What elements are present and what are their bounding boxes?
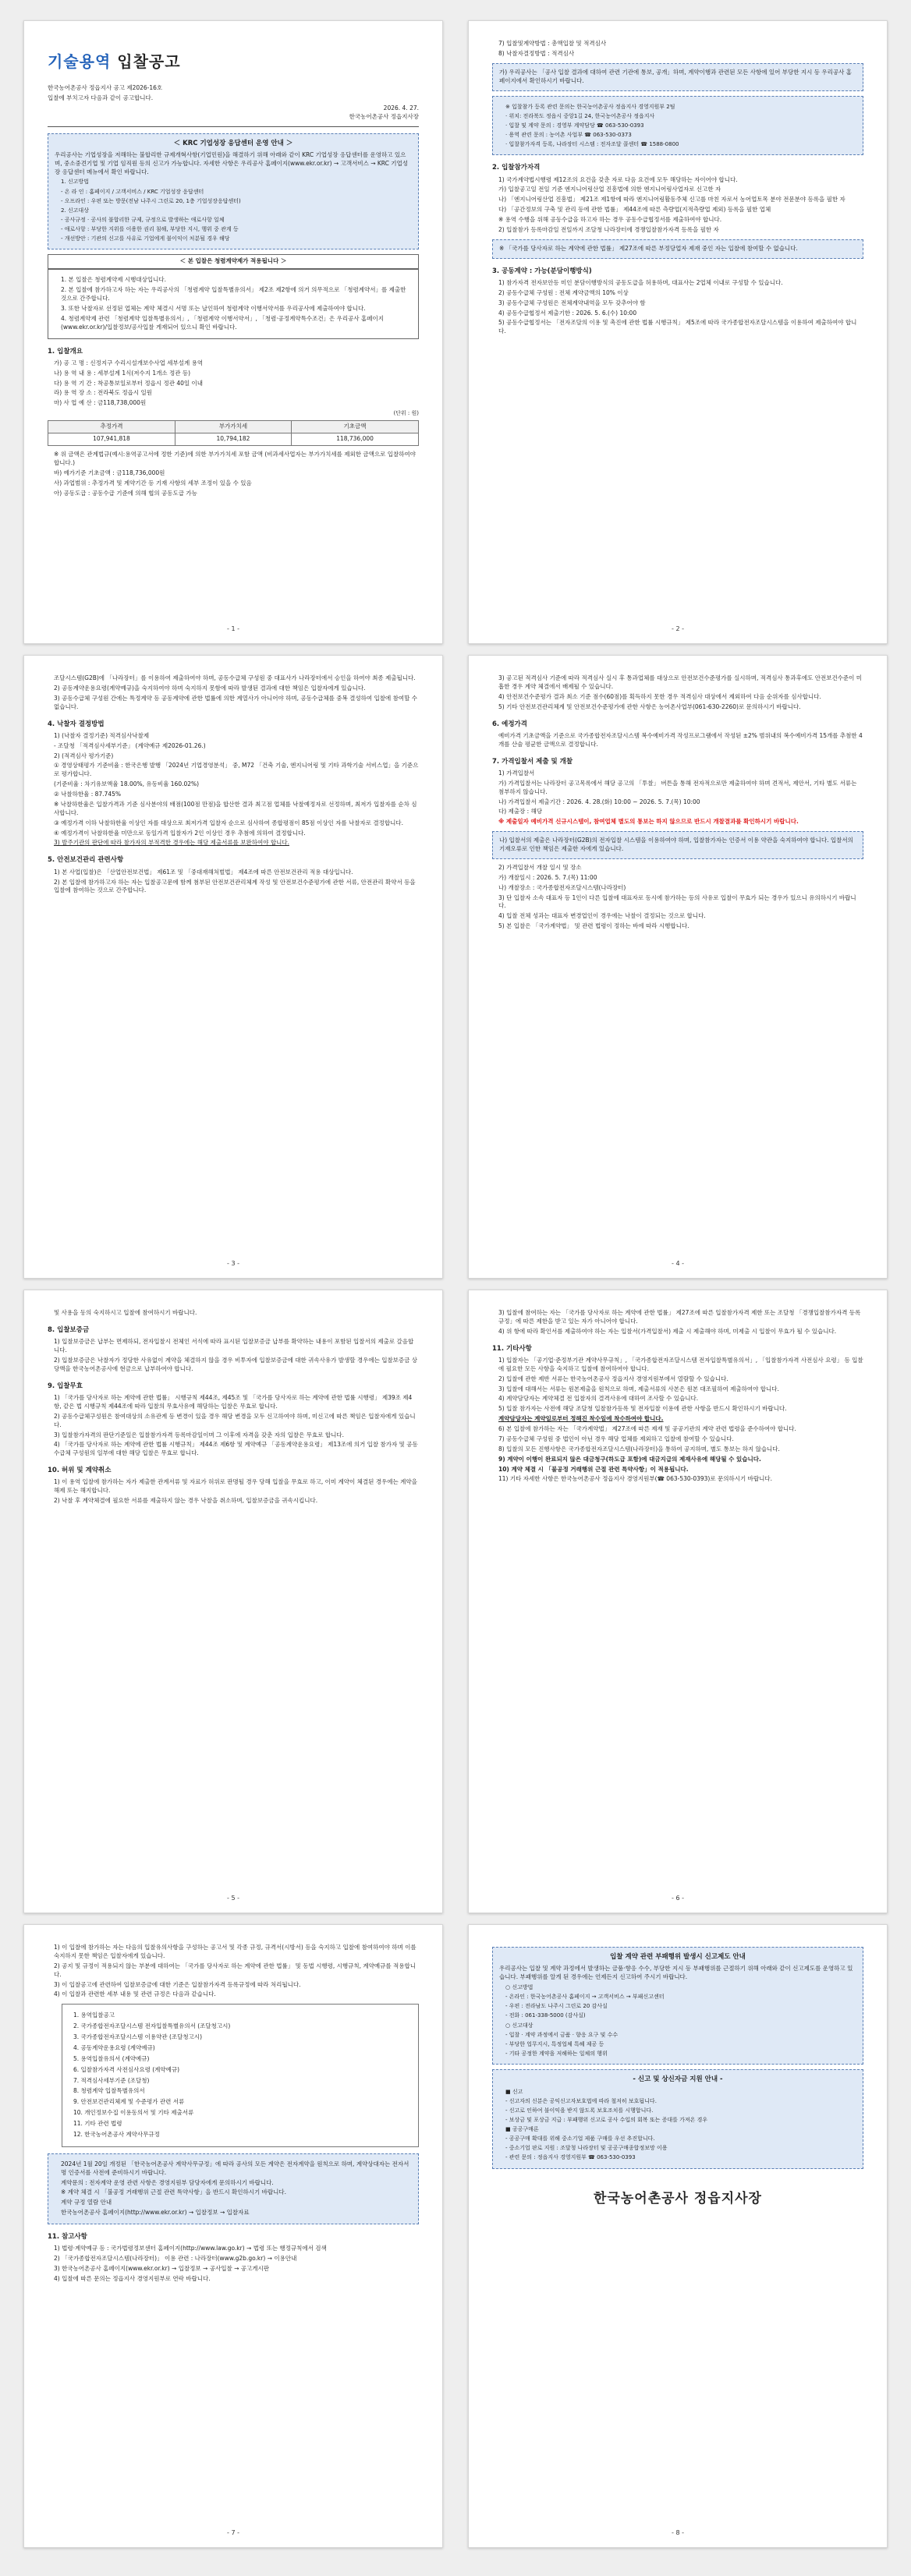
bid-item: 4) 입찰 전체 성과는 대표자 변경업인이 경우에는 낙찰이 결정되는 것으로 합니다. [498, 912, 706, 920]
contact-line: · 용역 관련 문의 : 농어촌 사업부 ☎ 063-530-0373 [505, 131, 632, 138]
paragraph-item: 2) 공동계약운용요령(계약예규)을 숙지하여야 하며 숙지하지 못함에 따라 발생된 결과에 대한 책임은 입찰자에게 있습니다. [54, 684, 366, 692]
deposit-item: 2) 입찰보증금은 낙찰자가 정당한 사유없이 계약을 체결하지 않을 경우 비투자에 입찰보증금에 대한 귀속사유가 발생할 경우에는 입찰보증금 상당액을 한국농어촌공사에 현금으로 납부하여야 합니다. [54, 1356, 418, 1372]
misc-item: 11) 기타 자세한 사항은 한국농어촌공사 정읍지사 경영지원부(☎ 063-530-0393)로 문의하시기 바랍니다. [498, 1475, 772, 1483]
page-title: 기술용역 입찰공고 [48, 52, 181, 71]
document-page-4: 3) 공고된 적격심사 기준에 따라 적격심사 실시 후 통과업체를 대상으로 안전보건수준평가를 실시하며, 적격심사 통과후에도 안전보건수준이 미흡한 경우 계약 체결에서 배제될 수 있습니다. 4) 안전보건수준평가 결과 최소 기준 점수(60점)를 획득하지 못한 경우 적격심사 대상에서 제외하여 다음 순위자를 심사합니다. 5) 기타 안전보건관리체계 및 안전보건수준평가에 관한 사항은 농어촌사업부(061-630-2260)로 문의하시기 바랍니다. 6. 예정가격 예비가격 기초금액을 기준으로 국가종합전자조달시스템 복수예비가격 작성프로그램에서 작성된 ±2% 범위내의 복수예비가격 15개를 추첨한 4개를 산술 평균한 금액으로 결정합니다. 7. 가격입찰서 제출 및 개찰 1) 가격입찰서 가) 가격입찰서는 나라장터 공고목록에서 해당 공고의 「투찰」 버튼을 통해 전자적으로만 제출하여야 하며 견적서, 제안서, 기타 별도 서류는 첨부하지 않습니다. 나) 가격입찰서 제출기간 : 2026. 4. 28.(화) 10:00 ~ 2026. 5. 7.(목) 10:00 다) 제출장 : 해당 ※ 제출일자 예비가격 신규시스템이, 참여업체 별도의 통보는 하지 않으므로 반드시 개찰결과를 확인하시기 바랍니다. 나) 입찰서의 제출은 나라장터(G2B)의 전자입찰 시스템을 이용하여야 하며, 입찰참가자는 인증서 이용 약관을 숙지하여야 합니다. 입찰서의 기재오류로 인한 책임은 제출한 자에게 있습니다. 2) 가격입찰서 개찰 일시 및 장소 가) 개찰일시 : 2026. 5. 7.(목) 11:00 나) 개찰장소 : 국가종합전자조달시스템(나라장터) 3) 단 입찰자 소속 대표자 등 1인이 다른 입찰에 대표자로 동시에 참가하는 등의 사유로 입찰이 무효가 되는 경우가 있으니 유의하시기 바랍니다. 4) 입찰 전체 성과는 대표자 변경업인이 경우에는 낙찰이 결정되는 것으로 합니다. 5) 본 입찰은 「국가계약법」 및 관련 법령이 정하는 바에 따라 시행합니다. - 4 - [468, 655, 888, 1279]
void-item: 3) 입찰참가자격의 판단기준일은 입찰참가자격 등록마감일이며 그 이후에 자격을 갖춘 자의 입찰은 무효로 합니다. [54, 1431, 344, 1438]
page-number: - 5 - [227, 1895, 239, 1902]
paragraph-item: 1) 이 입찰에 참가하는 자는 다음의 입찰유의사항을 구성하는 공고서 및 각종 규정, 규격서(시방서) 등을 숙지하고 입찰에 참여하여야 하며 이를 숙지하지 못한 책임은 입찰자에게 있습니다. [54, 1944, 417, 1959]
table-header: 기초금액 [292, 421, 419, 433]
page-number: - 7 - [227, 2529, 239, 2537]
info-box: 나) 입찰서의 제출은 나라장터(G2B)의 전자입찰 시스템을 이용하여야 하며, 입찰참가자는 인증서 이용 약관을 숙지하여야 합니다. 입찰서의 기재오류로 인한 책임은 제출한 자에게 있습니다. [492, 831, 863, 859]
fair-contract-item: 1. 본 입찰은 청렴계약제 시행대상입니다. [61, 276, 166, 284]
bid-item: 2) 가격입찰서 개찰 일시 및 장소 [498, 863, 582, 871]
award-item: - 조달청 「적격심사세부기준」 (계약예규 제2026-01.26.) [54, 741, 206, 749]
paragraph-item: 3) 입찰에 참여하는 자는 「국가를 당사자로 하는 계약에 관한 법률」 제27조에 따른 입찰참가자격 제한 또는 조달청 「경쟁입찰참가자격 등록규정」에 따른 제한을 받고 있는 자가 아니어야 합니다. [498, 1309, 861, 1325]
document-list-item: 12. 한국농어촌공사 계약사무규정 [73, 2130, 160, 2138]
table-cell: 118,736,000 [292, 433, 419, 446]
bid-item: 나) 개찰장소 : 국가종합전자조달시스템(나라장터) [498, 883, 626, 891]
notice-date: 2026. 4. 27. [383, 104, 419, 111]
document-list-item: 1. 용역입찰공고 [73, 2012, 115, 2019]
qualification-item: 가) 입찰공고일 전일 기준 엔지니어링산업 진흥법에 의한 엔지니어링사업자로 신고한 자 [498, 186, 721, 193]
krc-item: 2. 신고대상 [61, 207, 89, 214]
paragraph-item: 3) 이 입찰공고에 관련하여 입찰보증금에 대한 기준은 입찰참가자격 등록규정에 따라 처리됩니다. [54, 1980, 301, 1988]
bid-item: 1) 가격입찰서 [498, 769, 535, 777]
info-box: 가) 우리공사는 「공사 입찰 결과에 대하여 관련 기관에 통보, 공개」하며, 계약이행과 관련된 모든 사항에 있어 부당한 지시 등 우리공사 홈페이지에서 확인하시기 바랍니다. [492, 63, 863, 91]
qualification-item: 2) 입찰참가 등록마감일 전일까지 조달청 나라장터에 경쟁입찰참가자격 등록을 필한 자 [498, 225, 719, 233]
contact-line: · 위치: 전라북도 정읍시 중앙1길 24, 한국농어촌공사 정읍지사 [505, 112, 655, 119]
fair-contract-item: 3. 또한 낙찰자로 선정된 업체는 계약 체결시 서명 또는 날인하여 청렴계약 이행서약서를 우리공사에 제출하여야 합니다. [61, 304, 366, 312]
document-list-item: 4. 공동계약운용요령 (계약예규) [73, 2043, 155, 2051]
page-number: - 2 - [672, 625, 684, 633]
award-item: 1) (낙찰자 결정기준) 적격심사낙찰제 [54, 731, 150, 739]
award-item: ③ 예정가격 이하 낙찰하한율 이상인 자를 대상으로 최저가격 입찰자 순으로 심사하여 종합평점이 85점 이상인 자를 낙찰자로 결정합니다. [54, 819, 404, 826]
contact-line: · 입찰 및 계약 문의 : 경영부 계약담당 ☎ 063-530-0393 [505, 122, 644, 129]
document-page-7: 1) 이 입찰에 참가하는 자는 다음의 입찰유의사항을 구성하는 공고서 및 각종 규정, 규격서(시방서) 등을 숙지하고 입찰에 참여하여야 하며 이를 숙지하지 못한 책임은 입찰자에게 있습니다. 2) 공지 및 규정이 적용되지 않는 부분에 대하여는 「국가를 당사자로 하는 계약에 관한 법률」 및 동법 시행령, 시행규칙, 계약예규를 적용합니다. 3) 이 입찰공고에 관련하여 입찰보증금에 대한 기준은 입찰참가자격 등록규정에 따라 처리됩니다. 4) 이 입찰과 관련한 세부 내용 및 관련 규정은 다음과 같습니다. 1. 용역입찰공고 2. 국가종합전자조달시스템 전자입찰특별유의서 (조달청고시) 3. 국가종합전자조달시스템 이용약관 (조달청고시) 4. 공동계약운용요령 (계약예규) 5. 용역입찰유의서 (계약예규) 6. 입찰참가자격 사전심사요령 (계약예규) 7. 적격심사세부기준 (조달청) 8. 청렴계약 입찰특별유의서 9. 안전보건관리체계 및 수준평가 관련 서류 10. 개인정보수집 이용동의서 및 기타 제출서류 11. 기타 관련 법령 12. 한국농어촌공사 계약사무규정 2024년 1월 20일 개정된 「한국농어촌공사 계약사무규정」에 따라 공사의 모든 계약은 전자계약을 원칙으로 하며, 계약상대자는 전자서명 인증서를 사전에 준비하시기 바랍니다. 계약문의 : 전자계약 운영 관련 사항은 경영지원부 담당자에게 문의하시기 바랍니다. ※ 계약 체결 시 「불공정 거래행위 근절 관련 특약사항」을 반드시 확인하시기 바랍니다. 계약 규정 열람 안내 한국농어촌공사 홈페이지(http://www.ekr.or.kr) → 입찰정보 → 입찰자료 11. 참고사항 1) 법령·계약예규 등 : 국가법령정보센터 홈페이지(http://www.law.go.kr) → 법령 또는 행정규칙에서 검색 2) 「국가종합전자조달시스템(나라장터)」 이용 관련 : 나라장터(www.g2b.go.kr) → 이용안내 3) 한국농어촌공사 홈페이지(www.ekr.or.kr) → 입찰정보 → 공사입찰 → 공고게시판 4) 입찰에 따른 문의는 정읍지사 경영지원부로 연락 바랍니다. - 7 - [23, 1924, 443, 2548]
krc-item: 1. 신고방법 [61, 179, 89, 186]
void-item: 2) 공동수급체구성원은 참여대상의 소유관계 등 변경이 있을 경우 해당 변경을 모두 신고하여야 하며, 미신고에 따른 책임은 입찰자에게 있습니다. [54, 1412, 416, 1428]
fair-contract-item: 2. 본 입찰에 참가하고자 하는 자는 우리공사의 「청렴계약 입찰특별유의서」 제2조 제2항에 의거 의무적으로 「청렴계약서」를 제출한 것으로 간주합니다. [61, 286, 406, 303]
overview-item: 다) 용 역 기 간 : 착공통보일로부터 정읍시 정관 40일 이내 [54, 379, 203, 387]
info-box [48, 2153, 419, 2224]
bid-item: 가) 가격입찰서는 나라장터 공고목록에서 해당 공고의 「투찰」 버튼을 통해 전자적으로만 제출하여야 하며 견적서, 제안서, 기타 별도 서류는 첨부하지 않습니다. [498, 779, 857, 795]
void-item: 4) 「국가를 당사자로 하는 계약에 관한 법률 시행규칙」 제44조 제6항 및 계약예규 「공동계약운용요령」 제13조에 의거 입찰 참가자 및 공동수급체 구성원의 일부에 대한 해당 입찰은 무효로 합니다. [54, 1441, 418, 1457]
support-item: - 중소기업 판로 지원 : 조달청 나라장터 및 공공구매종합정보망 이용 [505, 2145, 668, 2152]
support-item: - 신고자의 신분은 공익신고자보호법에 따라 철저히 보호됩니다. [505, 2097, 657, 2104]
info-line: 한국농어촌공사 홈페이지(http://www.ekr.or.kr) → 입찰정보 → 입찰자료 [61, 2209, 250, 2217]
section-heading: 1. 입찰개요 [48, 347, 83, 356]
paragraph-item: 4) 이 입찰과 관련한 세부 내용 및 관련 규정은 다음과 같습니다. [54, 1990, 216, 1998]
note-item: 바) 예가기준 기초금액 : 금118,736,000원 [54, 469, 165, 476]
qualification-item: 나) 「엔지니어링산업 진흥법」 제21조 제1항에 따라 엔지니어링활동주체 신고를 마친 자로서 농어업토목 분야 전문분야 등록을 필한 자 [498, 196, 845, 203]
document-list-item: 6. 입찰참가자격 사전심사요령 (계약예규) [73, 2065, 180, 2073]
misc-item: 3) 입찰에 대해서는 서류는 원본제출을 원칙으로 하며, 제출서류의 사본은 원본 대조필하여 제출하여야 합니다. [498, 1385, 779, 1392]
organization-signature: 한국농어촌공사 정읍지사장 [594, 2190, 762, 2206]
overview-item: 라) 용 역 장 소 : 전라북도 정읍시 일원 [54, 389, 152, 397]
paragraph-item: 2) 공지 및 규정이 적용되지 않는 부분에 대하여는 「국가를 당사자로 하는 계약에 관한 법률」 및 동법 시행령, 시행규칙, 계약예규를 적용합니다. [54, 1962, 416, 1978]
overview-item: 나) 용 역 내 용 : 세부설계 1식(저수지 1개소 정관 등) [54, 369, 191, 377]
qualification-item: 다) 「공간정보의 구축 및 관리 등에 관한 법률」 제44조에 따른 측량업(지적측량업 제외) 등록을 필한 업체 [498, 206, 771, 214]
award-item: ① 경영상태평가 기준비율 : 한국은행 발행 「2024년 기업경영분석」 중, M72 「건축 기술, 엔지니어링 및 기타 과학기술 서비스업」을 기준으로 평가합니다. [54, 762, 419, 778]
joint-contract-item: 2) 공동수급체 구성원 : 전체 계약금액의 10% 이상 [498, 288, 629, 296]
misc-item: 4) 계약담당자는 계약체결 전 입찰자의 결격사유에 대하여 조사할 수 있습니다. [498, 1395, 699, 1403]
bid-item: 5) 본 입찰은 「국가계약법」 및 관련 법령이 정하는 바에 따라 시행합니다. [498, 922, 689, 930]
safety-item: 2) 본 입찰에 참가하고자 하는 자는 입찰공고문에 함께 첨부된 안전보건관리체계 작성 및 안전보건수준평가에 관한 서류, 안전관리 확약서 등을 입찰에 참여하는 것으로 간주합니다. [54, 878, 416, 894]
info-line: 2024년 1월 20일 개정된 「한국농어촌공사 계약사무규정」에 따라 공사의 모든 계약은 전자계약을 원칙으로 하며, 계약상대자는 전자서명 인증서를 사전에 준비하시기 바랍니다. [61, 2160, 409, 2176]
reference-item: 1) 법령·계약예규 등 : 국가법령정보센터 홈페이지(http://www.law.go.kr) → 법령 또는 행정규칙에서 검색 [54, 2245, 327, 2252]
table-cell: 10,794,182 [175, 433, 291, 446]
award-item: (기준비율 : 차기유보액율 18.00%, 유동비율 160.02%) [54, 780, 200, 788]
award-item: ④ 예정가격이 낙찰하한율 미만으로 동일가격 입찰자가 2인 이상인 경우 추첨에 의하여 결정합니다. [54, 829, 306, 837]
page-number: - 1 - [227, 625, 239, 633]
notice-item: - 기타 공정한 계약을 저해하는 일체의 행위 [505, 2051, 608, 2058]
krc-center-box: ＜ KRC 기업성장 응답센터 운영 안내 ＞ 우리공사는 기업성장을 저해하는 불합리한 규제개혁사항(기업민원)을 해결하기 위해 아래와 같이 KRC 기업성장 응답센터를 운영하고 있으며, 중소중견기업 및 기업 임직원 등의 신고가 가능합니다. 자세한 사항은 우리공사 홈페이지(www.ekr.or.kr) → 고객서비스 → KRC 기업성장 응답센터 메뉴에서 확인 바랍니다. 1. 신고방법 - 온 라 인 : 홈페이지 / 고객서비스 / KRC 기업성장 응답센터 - 오프라인 : 우편 또는 방문(전남 나주시 그린로 20, 1층 기업성장응답센터) 2. 신고대상 - 공사규정 · 공사의 불합리한 규제, 규정으로 발생하는 애로사항 일체 - 애로사항 : 부당한 지위를 이용한 권리 침해, 부당한 지시, 행위 중 관계 등 - 개선방안 : 기관의 신고를 사유로 기업에게 불이익이 처분될 경우 해당 [48, 133, 419, 250]
joint-contract-item: 3) 공동수급체 구성원은 전체계약내역을 모두 갖추어야 함 [498, 299, 646, 306]
krc-item: - 온 라 인 : 홈페이지 / 고객서비스 / KRC 기업성장 응답센터 [61, 188, 204, 195]
document-list-item: 3. 국가종합전자조달시스템 이용약관 (조달청고시) [73, 2033, 203, 2040]
support-box: - 신고 및 상신자금 지원 안내 - ■ 신고 - 신고자의 신분은 공익신고자보호법에 따라 철저히 보호됩니다. - 신고로 인하여 불이익을 받지 않도록 보호조치를 시행합니다. - 보상금 및 포상금 지급 : 부패행위 신고로 공사 수입의 회복 또는 증대를 가져온 경우 ■ 공공구매론 - 공공구매 확대를 위해 중소기업 제품 구매를 우선 추진합니다. - 중소기업 판로 지원 : 조달청 나라장터 및 공공구매종합정보망 이용 - 관련 문의 : 정읍지사 경영지원부 ☎ 063-530-0393 [492, 2069, 863, 2168]
bid-item: 나) 가격입찰서 제출기간 : 2026. 4. 28.(화) 10:00 ~ 2026. 5. 7.(목) 10:00 [498, 798, 700, 805]
notice-item: ○ 신고대상 [505, 2022, 533, 2029]
notice-number: 한국농어촌공사 정읍지사 공고 제2026-16호 [48, 84, 163, 91]
joint-contract-item: 5) 공동수급협정서는 「전자조달의 이용 및 촉진에 관한 법률 시행규칙」 제5조에 따라 국가종합전자조달시스템을 이용하여 제출하여야 합니다. [498, 319, 857, 335]
notice-item: - 전화 : 061-338-5000 (감사실) [505, 2012, 586, 2019]
notice-item: - 입찰 · 계약 과정에서 금품 · 향응 요구 및 수수 [505, 2031, 619, 2038]
cancel-item: 1) 이 용역 입찰에 참가하는 자가 제출한 관계서류 및 자료가 허위로 판명될 경우 당해 입찰을 무효로 하고, 이미 계약이 체결된 경우에는 계약을 해제 또는 해지합니다. [54, 1478, 417, 1495]
misc-item: 7) 공동수급체 구성원 중 법인이 아닌 경우 해당 업체를 제외하고 입찰에 참여할 수 있습니다. [498, 1435, 734, 1442]
krc-item: - 개선방안 : 기관의 신고를 사유로 기업에게 불이익이 처분될 경우 해당 [61, 235, 230, 242]
krc-item: - 오프라인 : 우편 또는 방문(전남 나주시 그린로 20, 1층 기업성장응답센터) [61, 197, 241, 204]
paragraph-item: 4) 안전보건수준평가 결과 최소 기준 점수(60점)를 획득하지 못한 경우 적격심사 대상에서 제외하여 다음 순위자를 심사합니다. [498, 692, 821, 700]
document-list-item: 7. 적격심사세부기준 (조달청) [73, 2076, 150, 2084]
corruption-report-box: 입찰 계약 관련 부패행위 발생시 신고제도 안내 우리공사는 입찰 및 계약 과정에서 발생하는 금품·향응 수수, 부당한 지시 등 부패행위를 근절하기 위해 아래와 같이 신고제도를 운영하고 있습니다. 부패행위를 알게 된 경우에는 언제든지 신고하여 주시기 바랍니다. ○ 신고방법 - 온라인 : 한국농어촌공사 홈페이지 → 고객서비스 → 부패신고센터 - 우편 : 전라남도 나주시 그린로 20 감사실 - 전화 : 061-338-5000 (감사실) ○ 신고대상 - 입찰 · 계약 과정에서 금품 · 향응 요구 및 수수 - 부당한 업무지시, 특정업체 특혜 제공 등 - 기타 공정한 계약을 저해하는 일체의 행위 [492, 1947, 863, 2065]
support-item: - 보상금 및 포상금 지급 : 부패행위 신고로 공사 수입의 회복 또는 증대를 가져온 경우 [505, 2116, 708, 2123]
bid-item: 가) 개찰일시 : 2026. 5. 7.(목) 11:00 [498, 873, 597, 881]
bid-item: 3) 단 입찰자 소속 대표자 등 1인이 다른 입찰에 대표자로 동시에 참가하는 등의 사유로 입찰이 무효가 되는 경우가 있으니 유의하시기 바랍니다. [498, 893, 856, 910]
paragraph-item: 5) 기타 안전보건관리체계 및 안전보건수준평가에 관한 사항은 농어촌사업부(061-630-2260)로 문의하시기 바랍니다. [498, 702, 801, 710]
paragraph-item: 8) 낙찰자결정방법 : 적격심사 [498, 49, 575, 57]
contact-line: · 입찰참가자격 등록, 나라장터 시스템 : 전자조달 콜센터 ☎ 1588-0800 [505, 141, 679, 148]
misc-item: 5) 입찰 참가자는 사전에 해당 조달청 입찰참가등록 및 전자입찰 이용에 관한 사항을 반드시 확인하시기 바랍니다. [498, 1405, 787, 1413]
document-page-8 [468, 1924, 888, 2548]
document-list-item: 11. 기타 관련 법령 [73, 2120, 122, 2127]
paragraph-item: 4) 위 항에 따라 확인서를 제출하여야 하는 자는 입찰서(가격입찰서) 제출 시 제출해야 하며, 미제출 시 입찰이 무효가 될 수 있습니다. [498, 1327, 837, 1335]
overview-item: 마) 사 업 예 산 : 금118,738,000원 [54, 399, 147, 407]
safety-item: 1) 본 사업(입찰)은 「산업안전보건법」 제61조 및 「중대재해처벌법」 제4조에 따른 안전보건관리 적용 대상입니다. [54, 868, 353, 876]
document-list-item: 8. 청렴계약 입찰특별유의서 [73, 2087, 145, 2095]
support-item: - 공공구매 확대를 위해 중소기업 제품 구매를 우선 추진합니다. [505, 2135, 655, 2143]
document-page-3: 조달시스템(G2B)에 「나라장터」를 이용하여 제출하여야 하며, 공동수급체 구성원 중 대표사가 나라장터에서 승인을 하여야 최종 제출됩니다. 2) 공동계약운용요령(계약예규)을 숙지하여야 하며 숙지하지 못함에 따라 발생된 결과에 대한 책임은 입찰자에게 있습니다. 3) 공동수급체 구성원 간에는 특정계약 등 공동계약에 관한 법률에 의한 계열사가 아니어야 하며, 공동수급체를 중복 결성하여 입찰에 참여할 수 없습니다. 4. 낙찰자 결정방법 1) (낙찰자 결정기준) 적격심사낙찰제 - 조달청 「적격심사세부기준」 (계약예규 제2026-01.26.) 2) (적격심사 평가기준) ① 경영상태평가 기준비율 : 한국은행 발행 「2024년 기업경영분석」 중, M72 「건축 기술, 엔지니어링 및 기타 과학기술 서비스업」을 기준으로 평가합니다. (기준비율 : 차기유보액율 18.00%, 유동비율 160.02%) ② 낙찰하한율 : 87.745% ※ 낙찰하한율은 입찰가격과 기준 심사분야의 배점(100점 만점)을 합산한 결과 최고점 업체를 낙찰예정자로 선정하며, 최저가 입찰자를 순차 심사합니다. ③ 예정가격 이하 낙찰하한율 이상인 자를 대상으로 최저가격 입찰자 순으로 심사하여 종합평점이 85점 이상인 자를 낙찰자로 결정합니다. ④ 예정가격이 낙찰하한율 미만으로 동일가격 입찰자가 2인 이상인 경우 추첨에 의하여 결정합니다. 3) 발주기관의 판단에 따라 참가자의 부적격한 경우에는 해당 제출서류를 보완하여야 합니다. 5. 안전보건관리 관련사항 1) 본 사업(입찰)은 「산업안전보건법」 제61조 및 「중대재해처벌법」 제4조에 따른 안전보건관리 적용 대상입니다. 2) 본 입찰에 참가하고자 하는 자는 입찰공고문에 함께 첨부된 안전보건관리체계 작성 및 안전보건수준평가에 관한 서류, 안전관리 확약서 등을 입찰에 참여하는 것으로 간주합니다. - 3 - [23, 655, 443, 1279]
reference-item: 3) 한국농어촌공사 홈페이지(www.ekr.or.kr) → 입찰정보 → 공사입찰 → 공고게시판 [54, 2265, 269, 2273]
paragraph-item: 3) 공고된 적격심사 기준에 따라 적격심사 실시 후 통과업체를 대상으로 안전보건수준평가를 실시하며, 적격심사 통과후에도 안전보건수준이 미흡한 경우 계약 체결에서 배제될 수 있습니다. [498, 674, 863, 690]
reference-item: 2) 「국가종합전자조달시스템(나라장터)」 이용 관련 : 나라장터(www.g2b.go.kr) → 이용안내 [54, 2255, 297, 2263]
support-item: - 신고로 인하여 불이익을 받지 않도록 보호조치를 시행합니다. [505, 2107, 654, 2114]
reference-item: 4) 입찰에 따른 문의는 정읍지사 경영지원부로 연락 바랍니다. [54, 2274, 211, 2282]
krc-item: - 애로사항 : 부당한 지위를 이용한 권리 침해, 부당한 지시, 행위 중 관계 등 [61, 226, 239, 233]
divider [48, 126, 419, 127]
support-item: ■ 신고 [505, 2088, 523, 2095]
intro-text: 입찰에 부치고자 다음과 같이 공고합니다. [48, 94, 154, 101]
deposit-item: 1) 입찰보증금은 납부는 면제하되, 전자입찰시 전체인 서식에 따라 표시된 입찰보증금 납부를 확약하는 내용이 포함된 입찰서의 제출로 갈음합니다. [54, 1338, 414, 1354]
joint-contract-item: 4) 공동수급협정서 제출기한 : 2026. 5. 6.(수) 10:00 [498, 309, 637, 317]
qualification-item: 1) 국가계약법시행령 제12조의 요건을 갖춘 자로 다음 요건에 모두 해당하는 자이어야 합니다. [498, 175, 738, 183]
contact-line: ※ 입찰참가 등록 관련 문의는 한국농어촌공사 정읍지사 경영지원부 2팀 [505, 103, 675, 110]
notice-item: - 온라인 : 한국농어촌공사 홈페이지 → 고객서비스 → 부패신고센터 [505, 1994, 665, 2001]
document-page-5: 및 사용을 동의 숙지하시고 입찰에 참여하시기 바랍니다. 8. 입찰보증금 1) 입찰보증금은 납부는 면제하되, 전자입찰시 전체인 서식에 따라 표시된 입찰보증금 납부를 확약하는 내용이 포함된 입찰서의 제출로 갈음합니다. 2) 입찰보증금은 낙찰자가 정당한 사유없이 계약을 체결하지 않을 경우 비투자에 입찰보증금에 대한 귀속사유가 발생할 경우에는 입찰보증금 상당액을 한국농어촌공사에 현금으로 납부하여야 합니다. 9. 입찰무효 1) 「국가를 당사자로 하는 계약에 관한 법률」 시행규칙 제44조, 제45조 및 「국가를 당사자로 하는 계약에 관한 법률 시행령」 제39조 제4항, 같은 법 시행규칙 제44조에 따라 입찰의 무효사유에 해당하는 입찰은 무효로 합니다. 2) 공동수급체구성원은 참여대상의 소유관계 등 변경이 있을 경우 해당 변경을 모두 신고하여야 하며, 미신고에 따른 책임은 입찰자에게 있습니다. 3) 입찰참가자격의 판단기준일은 입찰참가자격 등록마감일이며 그 이후에 자격을 갖춘 자의 입찰은 무효로 합니다. 4) 「국가를 당사자로 하는 계약에 관한 법률 시행규칙」 제44조 제6항 및 계약예규 「공동계약운용요령」 제13조에 의거 입찰 참가자 및 공동수급체 구성원의 일부에 대한 해당 입찰은 무효로 합니다. 10. 허위 및 계약취소 1) 이 용역 입찰에 참가하는 자가 제출한 관계서류 및 자료가 허위로 판명될 경우 당해 입찰을 무효로 하고, 이미 계약이 체결된 경우에는 계약을 해제 또는 해지합니다. 2) 낙찰 후 계약체결에 필요한 서류를 제출하지 않는 경우 낙찰을 취소하며, 입찰보증금을 귀속시킵니다. - 5 - [23, 1290, 443, 1913]
info-line: 계약문의 : 전자계약 운영 관련 사항은 경영지원부 담당자에게 문의하시기 바랍니다. [61, 2178, 274, 2186]
info-line: 계약 규정 열람 안내 [61, 2199, 112, 2206]
note-item: 사) 과업범위 : 추정가격 및 계약기간 등 기재 사항의 세부 조정이 있을 수 있음 [54, 479, 252, 487]
misc-item: 10) 계약 체결 시 「불공정 거래행위 근절 관련 특약사항」이 적용됩니다. [498, 1465, 689, 1473]
cancel-item: 2) 낙찰 후 계약체결에 필요한 서류를 제출하지 않는 경우 낙찰을 취소하며, 입찰보증금을 귀속시킵니다. [54, 1497, 318, 1505]
krc-item: - 공사규정 · 공사의 불합리한 규제, 규정으로 발생하는 애로사항 일체 [61, 217, 225, 223]
info-line: ※ 계약 체결 시 「불공정 거래행위 근절 관련 특약사항」을 반드시 확인하시기 바랍니다. [61, 2189, 286, 2196]
page-number: - 8 - [672, 2529, 684, 2537]
note-item: 아) 공동도급 : 공동수급 기준에 의해 협의 공동도급 가능 [54, 489, 197, 497]
fair-contract-box-title: ＜ 본 입찰은 청렴계약제가 적용됩니다 ＞ [48, 254, 419, 269]
notice-item: ○ 신고방법 [505, 1984, 533, 1991]
notice-item: - 우편 : 전라남도 나주시 그린로 20 감사실 [505, 2003, 608, 2010]
issuer: 한국농어촌공사 정읍지사장 [349, 112, 419, 120]
table-cell: 107,941,818 [48, 433, 175, 446]
misc-item: 6) 본 입찰에 참가하는 자는 「국가계약법」 제27조에 따른 제재 및 공공기관의 계약 관련 법령을 준수하여야 합니다. [498, 1425, 796, 1433]
fair-contract-item: 4. 청렴계약제 관련 「청렴계약 입찰특별유의서」, 「청렴계약 이행서약서」, 「청렴·공정계약특수조건」은 우리공사 홈페이지(www.ekr.or.kr)/입찰정보/공사입찰 게재되어 있으니 확인 바랍니다. [61, 314, 385, 331]
document-list-item: 5. 용역입찰유의서 (계약예규) [73, 2054, 150, 2062]
misc-item: 9) 계약이 이행이 완료되지 않은 대금청구(하도급 포함)에 대금지급의 제재사유에 해당될 수 있습니다. [498, 1455, 761, 1463]
paragraph-item: 3) 공동수급체 구성원 간에는 특정계약 등 공동계약에 관한 법률에 의한 계열사가 아니어야 하며, 공동수급체를 중복 결성하여 입찰에 참여할 수 없습니다. [54, 694, 417, 710]
paragraph-item: 조달시스템(G2B)에 「나라장터」를 이용하여 제출하여야 하며, 공동수급체 구성원 중 대표사가 나라장터에서 승인을 하여야 최종 제출됩니다. [54, 674, 416, 681]
document-page-1: 기술용역 입찰공고 한국농어촌공사 정읍지사 공고 제2026-16호 입찰에 부치고자 다음과 같이 공고합니다. 2026. 4. 27. 한국농어촌공사 정읍지사장 ＜ KRC 기업성장 응답센터 운영 안내 ＞ 우리공사는 기업성장을 저해하는 불합리한 규제개혁사항(기업민원)을 해결하기 위해 아래와 같이 KRC 기업성장 응답센터를 운영하고 있으며, 중소중견기업 및 기업 임직원 등의 신고가 가능합니다. 자세한 사항은 우리공사 홈페이지(www.ekr.or.kr) → 고객서비스 → KRC 기업성장 응답센터 메뉴에서 확인 바랍니다. 1. 신고방법 - 온 라 인 : 홈페이지 / 고객서비스 / KRC 기업성장 응답센터 - 오프라인 : 우편 또는 방문(전남 나주시 그린로 20, 1층 기업성장응답센터) 2. 신고대상 - 공사규정 · 공사의 불합리한 규제, 규정으로 발생하는 애로사항 일체 - 애로사항 : 부당한 지위를 이용한 권리 침해, 부당한 지시, 행위 중 관계 등 - 개선방안 : 기관의 신고를 사유로 기업에게 불이익이 처분될 경우 해당 ＜ 본 입찰은 청렴계약제가 적용됩니다 ＞ 1. 본 입찰은 청렴계약제 시행대상입니다. 2. 본 입찰에 참가하고자 하는 자는 우리공사의 「청렴계약 입찰특별유의서」 제2조 제2항에 의거 의무적으로 「청렴계약서」를 제출한 것으로 간주합니다. 3. 또한 낙찰자로 선정된 업체는 계약 체결시 서명 또는 날인하여 청렴계약 이행서약서를 우리공사에 제출하여야 합니다. 4. 청렴계약제 관련 「청렴계약 입찰특별유의서」, 「청렴계약 이행서약서」, 「청렴·공정계약특수조건」은 우리공사 홈페이지(www.ekr.or.kr)/입찰정보/공사입찰 게재되어 있으니 확인 바랍니다. 1. 입찰개요 가) 공 고 명 : 신정지구 수리시설개보수사업 세부설계 용역 나) 용 역 내 용 : 세부설계 1식(저수지 1개소 정관 등) 다) 용 역 기 간 : 착공통보일로부터 정읍시 정관 40일 이내 라) 용 역 장 소 : 전라북도 정읍시 일원 마) 사 업 예 산 : 금118,738,000원 (단위 : 원) 추정가격 부가가치세 기초금액 107,941,818 10,794,182 118,736,000 ※ 위 금액은 관계법규(예시:용역공고서에 정한 기준)에 의한 부가가치세 포함 금액 (비과세사업자는 부가가치세를 제외한 금액으로 입찰하여야 합니다.) 바) 예가기준 기초금액 : 금118,736,000원 사) 과업범위 : 추정가격 및 계약기간 등 기재 사항의 세부 조정이 있을 수 있음 아) 공동도급 : 공동수급 기준에 의해 협의 공동도급 가능 - 1 - [23, 20, 443, 644]
overview-item: 가) 공 고 명 : 신정지구 수리시설개보수사업 세부설계 용역 [54, 359, 204, 366]
document-list-item: 9. 안전보건관리체계 및 수준평가 관련 서류 [73, 2098, 185, 2106]
award-item: ※ 낙찰하한율은 입찰가격과 기준 심사분야의 배점(100점 만점)을 합산한 결과 최고점 업체를 낙찰예정자로 선정하며, 최저가 입찰자를 순차 심사합니다. [54, 800, 417, 816]
fair-contract-box [48, 269, 419, 338]
page-number: - 3 - [227, 1260, 239, 1268]
joint-contract-item: 1) 참가자격 전자보안등 미인 분담이행방식의 공동도급을 허용하며, 대표사는 2업체 이내로 구성할 수 있습니다. [498, 278, 783, 286]
document-page-2: 7) 입찰및계약방법 : 총액입찰 및 적격심사 8) 낙찰자결정방법 : 적격심사 가) 우리공사는 「공사 입찰 결과에 대하여 관련 기관에 통보, 공개」하며, 계약이행과 관련된 모든 사항에 있어 부당한 지시 등 우리공사 홈페이지에서 확인하시기 바랍니다. ※ 입찰참가 등록 관련 문의는 한국농어촌공사 정읍지사 경영지원부 2팀 · 위치: 전라북도 정읍시 중앙1길 24, 한국농어촌공사 정읍지사 · 입찰 및 계약 문의 : 경영부 계약담당 ☎ 063-530-0393 · 용역 관련 문의 : 농어촌 사업부 ☎ 063-530-0373 · 입찰참가자격 등록, 나라장터 시스템 : 전자조달 콜센터 ☎ 1588-0800 2. 입찰참가자격 1) 국가계약법시행령 제12조의 요건을 갖춘 자로 다음 요건에 모두 해당하는 자이어야 합니다. 가) 입찰공고일 전일 기준 엔지니어링산업 진흥법에 의한 엔지니어링사업자로 신고한 자 나) 「엔지니어링산업 진흥법」 제21조 제1항에 따라 엔지니어링활동주체 신고를 마친 자로서 농어업토목 분야 전문분야 등록을 필한 자 다) 「공간정보의 구축 및 관리 등에 관한 법률」 제44조에 따른 측량업(지적측량업 제외) 등록을 필한 업체 ※ 용역 수행을 위해 공동수급을 하고자 하는 경우 공동수급협정서를 제출하여야 합니다. 2) 입찰참가 등록마감일 전일까지 조달청 나라장터에 경쟁입찰참가자격 등록을 필한 자 ※ 「국가를 당사자로 하는 계약에 관한 법률」 제27조에 따른 부정당업자 제재 중인 자는 입찰에 참여할 수 없습니다. 3. 공동계약 : 가능(분담이행방식) 1) 참가자격 전자보안등 미인 분담이행방식의 공동도급을 허용하며, 대표사는 2업체 이내로 구성할 수 있습니다. 2) 공동수급체 구성원 : 전체 계약금액의 10% 이상 3) 공동수급체 구성원은 전체계약내역을 모두 갖추어야 함 4) 공동수급협정서 제출기한 : 2026. 5. 6.(수) 10:00 5) 공동수급협정서는 「전자조달의 이용 및 촉진에 관한 법률 시행규칙」 제5조에 따라 국가종합전자조달시스템을 이용하여 제출하여야 합니다. - 2 - [468, 20, 888, 644]
misc-item: 1) 입찰자는 「공기업·준정부기관 계약사무규칙」, 「국가종합전자조달시스템 전자입찰특별유의서」, 「입찰참가자격 사전심사 요령」 등 입찰에 필요한 모든 사항을 숙지하고 입찰에 참여하여야 합니다. [498, 1356, 863, 1372]
info-box: ※ 「국가를 당사자로 하는 계약에 관한 법률」 제27조에 따른 부정당업자 제재 중인 자는 입찰에 참여할 수 없습니다. [492, 239, 863, 259]
support-item: ■ 공공구매론 [505, 2126, 539, 2133]
paragraph-item: 7) 입찰및계약방법 : 총액입찰 및 적격심사 [498, 40, 607, 47]
bid-item: 다) 제출장 : 해당 [498, 808, 543, 816]
table-header: 부가가치세 [175, 421, 291, 433]
award-item: 2) (적격심사 평가기준) [54, 752, 114, 759]
misc-item: 8) 입찰의 모든 진행사항은 국가종합전자조달시스템(나라장터)을 통하여 공지하며, 별도 통보는 하지 않습니다. [498, 1445, 780, 1453]
award-item: ② 낙찰하한율 : 87.745% [54, 791, 121, 798]
document-list-item: 2. 국가종합전자조달시스템 전자입찰특별유의서 (조달청고시) [73, 2022, 231, 2030]
warning-text: ※ 제출일자 예비가격 신규시스템이, 참여업체 별도의 통보는 하지 않으므로 반드시 개찰결과를 확인하시기 바랍니다. [498, 818, 799, 826]
page-number: - 6 - [672, 1895, 684, 1902]
contact-box [492, 96, 863, 156]
page-number: - 4 - [672, 1260, 684, 1268]
amount-table [48, 420, 419, 446]
support-item: - 관련 문의 : 정읍지사 경영지원부 ☎ 063-530-0393 [505, 2154, 636, 2161]
note-item: ※ 위 금액은 관계법규(예시:용역공고서에 정한 기준)에 의한 부가가치세 포함 금액 (비과세사업자는 부가가치세를 제외한 금액으로 입찰하여야 합니다.) [54, 451, 416, 466]
qualification-item: ※ 용역 수행을 위해 공동수급을 하고자 하는 경우 공동수급협정서를 제출하여야 합니다. [498, 216, 722, 224]
misc-item: 2) 입찰에 관한 제반 서류는 한국농어촌공사 정읍지사 경영지원부에서 열람할 수 있습니다. [498, 1375, 728, 1382]
document-page-6: 3) 입찰에 참여하는 자는 「국가를 당사자로 하는 계약에 관한 법률」 제27조에 따른 입찰참가자격 제한 또는 조달청 「경쟁입찰참가자격 등록규정」에 따른 제한을 받고 있는 자가 아니어야 합니다. 4) 위 항에 따라 확인서를 제출하여야 하는 자는 입찰서(가격입찰서) 제출 시 제출해야 하며, 미제출 시 입찰이 무효가 될 수 있습니다. 11. 기타사항 1) 입찰자는 「공기업·준정부기관 계약사무규칙」, 「국가종합전자조달시스템 전자입찰특별유의서」, 「입찰참가자격 사전심사 요령」 등 입찰에 필요한 모든 사항을 숙지하고 입찰에 참여하여야 합니다. 2) 입찰에 관한 제반 서류는 한국농어촌공사 정읍지사 경영지원부에서 열람할 수 있습니다. 3) 입찰에 대해서는 서류는 원본제출을 원칙으로 하며, 제출서류의 사본은 원본 대조필하여 제출하여야 합니다. 4) 계약담당자는 계약체결 전 입찰자의 결격사유에 대하여 조사할 수 있습니다. 5) 입찰 참가자는 사전에 해당 조달청 입찰참가등록 및 전자입찰 이용에 관한 사항을 반드시 확인하시기 바랍니다. 계약담당자는 계약일로부터 정해진 착수일에 착수하여야 합니다. 6) 본 입찰에 참가하는 자는 「국가계약법」 제27조에 따른 제재 및 공공기관의 계약 관련 법령을 준수하여야 합니다. 7) 공동수급체 구성원 중 법인이 아닌 경우 해당 업체를 제외하고 입찰에 참여할 수 있습니다. 8) 입찰의 모든 진행사항은 국가종합전자조달시스템(나라장터)을 통하여 공지하며, 별도 통보는 하지 않습니다. 9) 계약이 이행이 완료되지 않은 대금청구(하도급 포함)에 대금지급의 제재사유에 해당될 수 있습니다. 10) 계약 체결 시 「불공정 거래행위 근절 관련 특약사항」이 적용됩니다. 11) 기타 자세한 사항은 한국농어촌공사 정읍지사 경영지원부(☎ 063-530-0393)로 문의하시기 바랍니다. - 6 - [468, 1290, 888, 1913]
document-list-box [62, 2004, 419, 2147]
table-header: 추정가격 [48, 421, 175, 433]
void-item: 1) 「국가를 당사자로 하는 계약에 관한 법률」 시행규칙 제44조, 제45조 및 「국가를 당사자로 하는 계약에 관한 법률 시행령」 제39조 제4항, 같은 법 시행규칙 제44조에 따라 입찰의 무효사유에 해당하는 입찰은 무효로 합니다. [54, 1394, 413, 1410]
notice-item: - 부당한 업무지시, 특정업체 특혜 제공 등 [505, 2040, 604, 2047]
document-list-item: 10. 개인정보수집 이용동의서 및 기타 제출서류 [73, 2109, 194, 2117]
